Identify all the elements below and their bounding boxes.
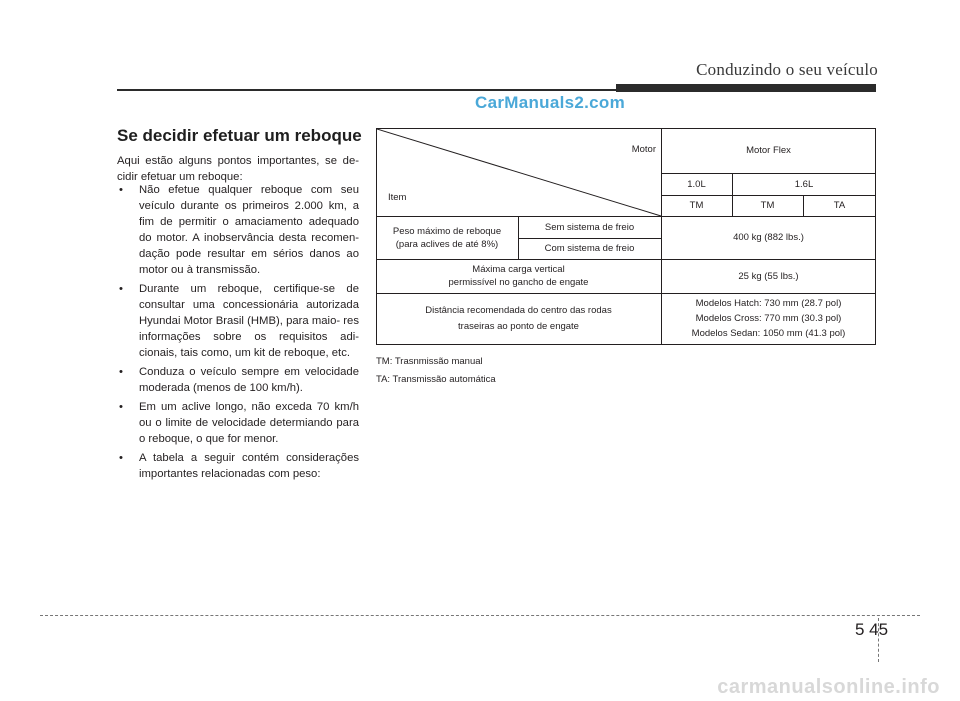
list-item: • Conduza o veículo sempre em velocidade moderada (menos de 100 km/h). <box>117 364 359 396</box>
header-rule-accent <box>616 84 876 92</box>
list-item: • Não efetue qualquer reboque com seu veículo durante os primeiros 2.000 km, a fim de permitir o amaciamento adequado do motor. A inobservância desta recomen- dação pode resultar em sérios danos ao motor ou à transmissão. <box>117 182 359 278</box>
watermark-top[interactable]: CarManuals2.com <box>475 93 625 112</box>
row-label-line: Peso máximo de reboque <box>392 225 502 237</box>
table-border-bottom <box>376 344 876 345</box>
bullet-list <box>117 182 359 485</box>
trans-header-1: TM <box>689 200 704 211</box>
list-item: • A tabela a seguir contém considerações importantes relacionadas com peso: <box>117 450 359 482</box>
footnote-ta: TA: Transmissão automática <box>376 374 496 385</box>
header-rule <box>117 89 620 91</box>
footnote-tm: TM: Trasnmissão manual <box>376 356 483 367</box>
chapter-title: Conduzindo o seu veículo <box>696 60 878 79</box>
section-title: Se decidir efetuar um reboque <box>117 126 362 145</box>
page-number: 5 45 <box>855 620 889 639</box>
value-line: Modelos Sedan: 1050 mm (41.3 pol) <box>691 328 846 339</box>
engine-header-1: 1.0L <box>687 178 706 190</box>
row-label-line: Distância recomendada do centro das rodas <box>425 304 612 316</box>
sublabel-no-brake: Sem sistema de freio <box>544 221 635 233</box>
intro-text: Aqui estão alguns pontos importantes, se de- cidir efetuar um reboque: <box>117 155 359 183</box>
engine-group-header: Motor Flex <box>746 145 791 156</box>
corner-label-item: Item <box>388 191 407 203</box>
trans-header-3: TA <box>833 200 846 211</box>
sublabel-with-brake: Com sistema de freio <box>544 243 635 254</box>
list-item: • Em um aclive longo, não exceda 70 km/h ou o limite de velocidade determiando para o reboque, o que for menor. <box>117 399 359 447</box>
value-max-tow-weight: 400 kg (882 lbs.) <box>733 232 804 243</box>
engine-header-2: 1.6L <box>794 178 814 190</box>
row-label-line: traseiras ao ponto de engate <box>458 320 579 332</box>
row-label-line: (para aclives de até 8%) <box>395 238 499 250</box>
value-vertical-load: 25 kg (55 lbs.) <box>738 270 799 282</box>
table-footnotes <box>376 353 496 389</box>
towing-spec-table <box>376 128 876 345</box>
row-label-max-tow-weight <box>376 216 518 259</box>
watermark-bottom[interactable]: carmanualsonline.info <box>717 676 940 698</box>
trans-header-2: TM <box>760 200 775 211</box>
value-line: Modelos Cross: 770 mm (30.3 pol) <box>695 313 842 324</box>
value-hitch-distance <box>661 293 876 344</box>
list-item: • Durante um reboque, certifique-se de consultar uma concessionária autorizada Hyundai Motor Brasil (HMB), para maio- res informações sobre os requisitos adi- cionais, tais como, um kit de reboque, etc. <box>117 281 359 361</box>
corner-label-motor: Motor <box>631 143 656 155</box>
row-label-vertical-load <box>376 259 661 293</box>
footer-rule <box>40 615 920 616</box>
row-label-hitch-distance <box>376 293 661 344</box>
row-label-line: permissível no gancho de engate <box>448 277 589 288</box>
row-label-line: Máxima carga vertical <box>472 264 565 275</box>
value-line: Modelos Hatch: 730 mm (28.7 pol) <box>695 298 842 309</box>
